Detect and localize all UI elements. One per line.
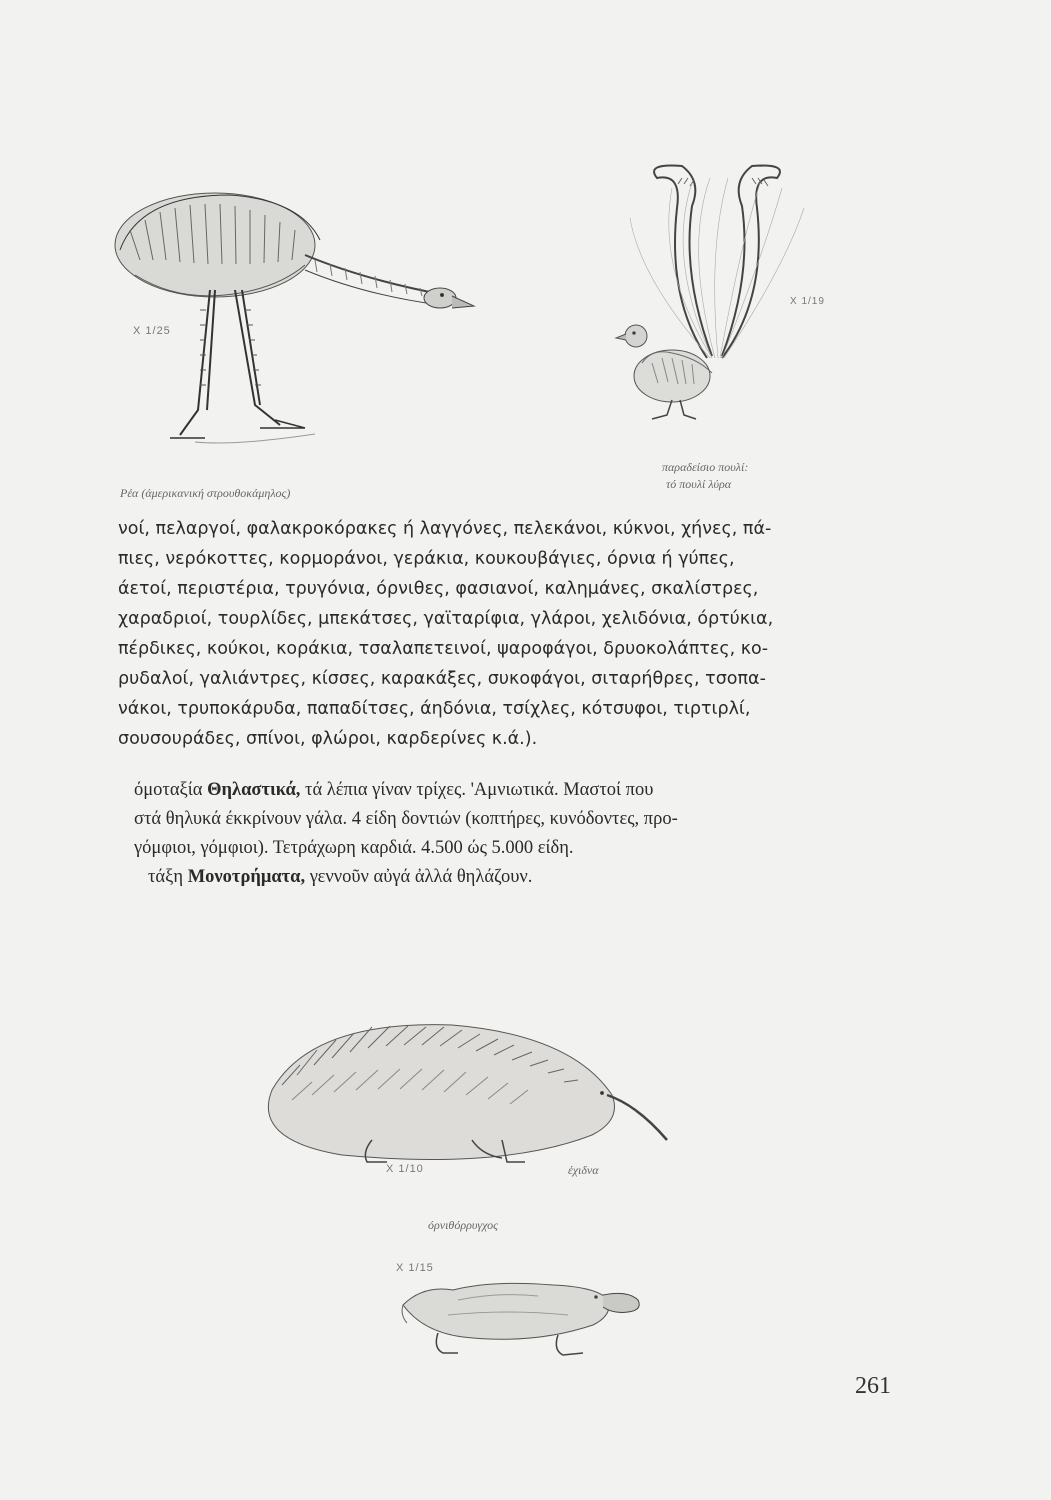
- platypus-illustration: [398, 1275, 648, 1365]
- rhea-illustration: [100, 180, 480, 455]
- rhea-caption: Ρέα (άμερικανική στρουθοκάμηλος): [120, 486, 291, 500]
- order-prefix: τάξη: [148, 867, 188, 887]
- echidna-scale: X 1/10: [386, 1163, 424, 1175]
- class-line: [118, 776, 898, 805]
- class-prefix: όμοταξία: [134, 780, 208, 800]
- text-line: πιες, νερόκοττες, κορμοράνοι, γεράκια, κουκουβάγιες, όρνια ή γύπες,: [118, 549, 735, 569]
- order-desc: γεννοῦν αὐγά ἀλλά θηλάζουν.: [305, 867, 533, 887]
- rhea-scale: X 1/25: [133, 325, 171, 337]
- echidna-illustration: [262, 1020, 692, 1175]
- mammals-line-2: στά θηλυκά έκκρίνουν γάλα. 4 είδη δοντιών (κοπτήρες, κυνόδοντες, προ-: [134, 809, 678, 829]
- text-line: νάκοι, τρυποκάρυδα, παπαδίτσες, άηδόνια, τσίχλες, κότσυφοι, τιρτιρλί,: [118, 699, 751, 719]
- text-line: νοί, πελαργοί, φαλακροκόρακες ή λαγγόνες, πελεκάνοι, κύκνοι, χήνες, πά-: [118, 519, 772, 539]
- text-line: χαραδριοί, τουρλίδες, μπεκάτσες, γαϊταρίφια, γλάροι, χελιδόνια, όρτύκια,: [118, 609, 774, 629]
- text-line: πέρδικες, κούκοι, κοράκια, τσαλαπετεινοί, ψαροφάγοι, δρυοκολάπτες, κο-: [118, 639, 769, 659]
- text-line: ρυδαλοί, γαλιάντρες, κίσσες, καρακάξες, συκοφάγοι, σιταρήθρες, τσοπα-: [118, 669, 766, 689]
- mammals-section: [118, 776, 898, 892]
- class-name: Θηλαστικά,: [207, 780, 301, 800]
- lyrebird-scale: X 1/19: [790, 296, 825, 307]
- lyrebird-drawing: [612, 158, 840, 420]
- lyrebird-caption-line1: παραδείσιο πουλί:: [662, 460, 749, 474]
- text-line: άετοί, περιστέρια, τρυγόνια, όρνιθες, φασιανοί, καλημάνες, σκαλίστρες,: [118, 579, 759, 599]
- echidna-drawing: [262, 1020, 692, 1175]
- rhea-drawing: [100, 180, 480, 455]
- platypus-drawing: [398, 1275, 648, 1365]
- lyrebird-caption-line2: τό πουλί λύρα: [666, 477, 732, 491]
- order-name: Μονοτρήματα,: [187, 867, 306, 887]
- lyrebird-illustration: [612, 158, 840, 420]
- platypus-scale: X 1/15: [396, 1262, 434, 1274]
- order-line: [118, 863, 898, 892]
- echidna-caption: έχιδνα: [568, 1163, 599, 1177]
- text-line: σουσουράδες, σπίνοι, φλώροι, καρδερίνες κ.ά.).: [118, 729, 538, 749]
- mammals-line-3: γόμφιοι, γόμφιοι). Τετράχωρη καρδιά. 4.500 ώς 5.000 είδη.: [134, 838, 574, 858]
- page-number: 261: [855, 1373, 891, 1399]
- bird-list-paragraph: [118, 514, 888, 754]
- platypus-caption: όρνιθόρρυγχος: [428, 1218, 498, 1232]
- class-desc: τά λέπια γίναν τρίχες. 'Αμνιωτικά. Μαστοί που: [300, 780, 654, 800]
